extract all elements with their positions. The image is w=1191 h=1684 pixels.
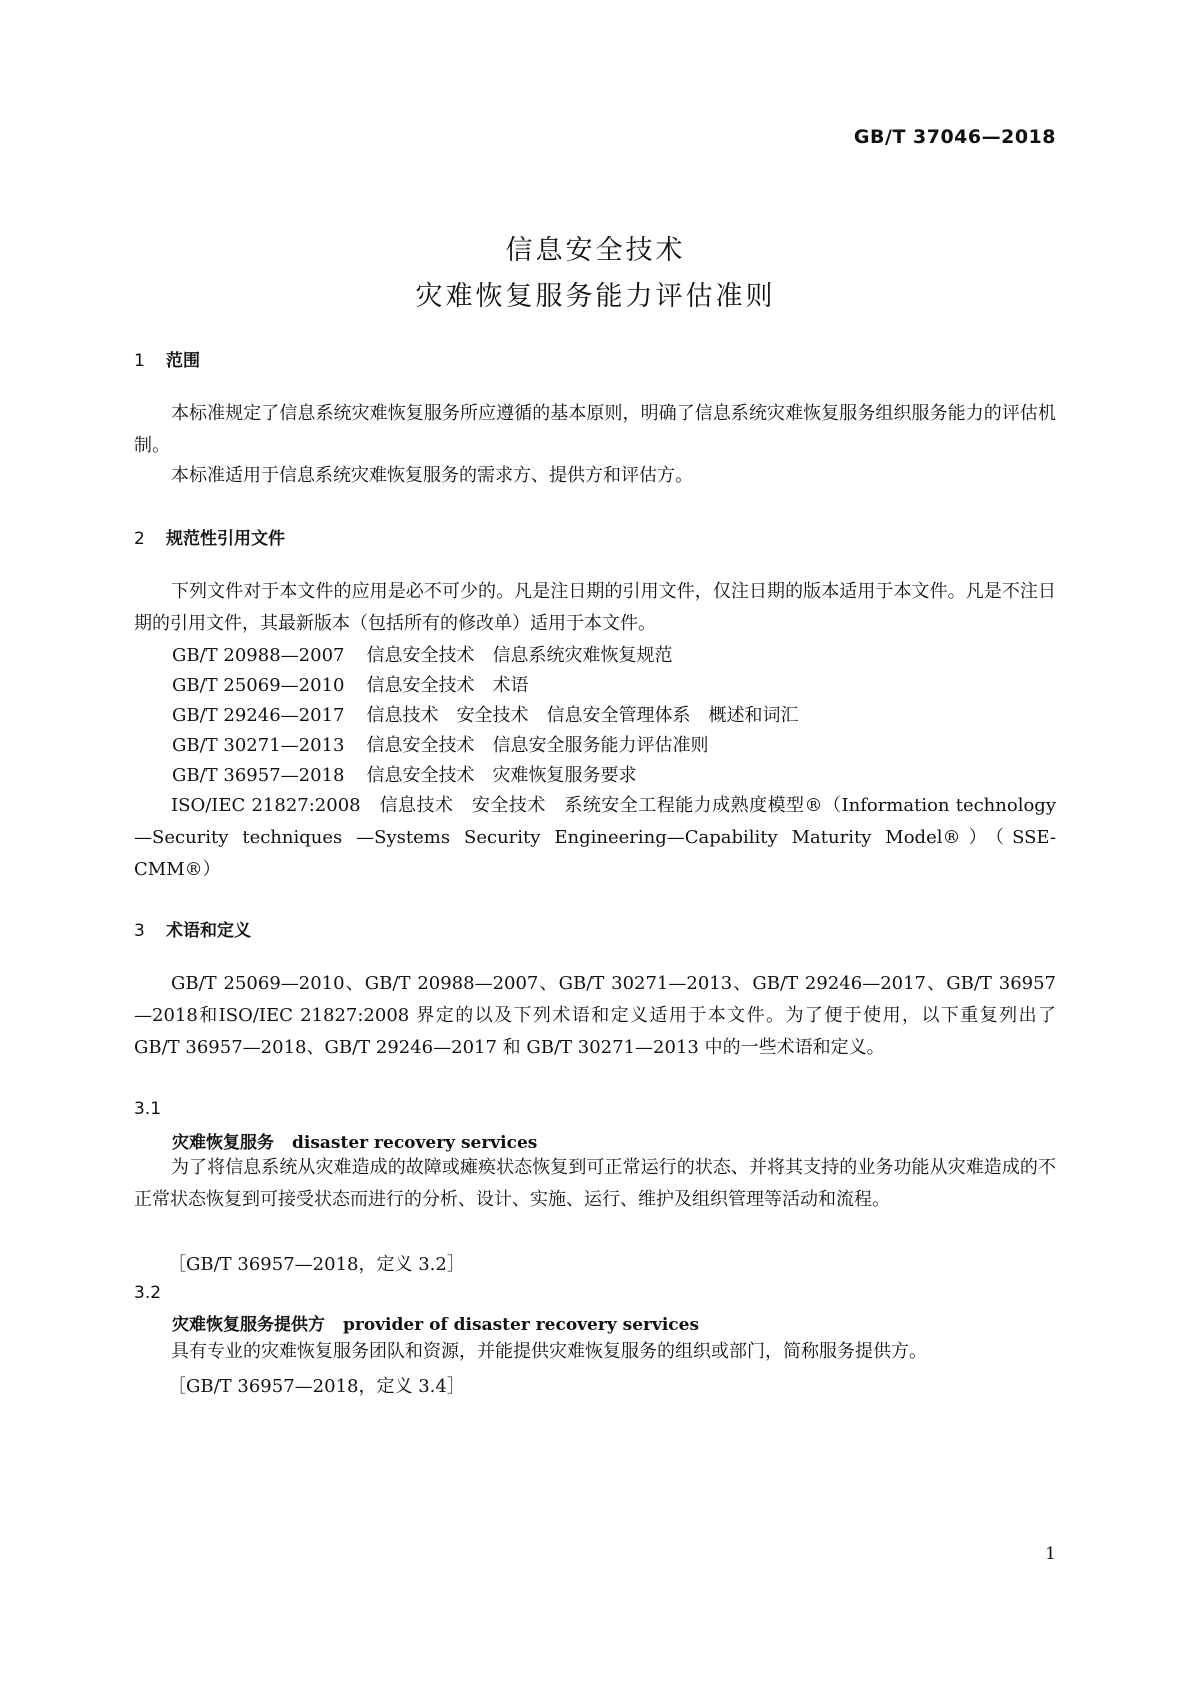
term-source: ［GB/T 36957—2018，定义 3.2］ bbox=[168, 1254, 465, 1275]
term-source: ［GB/T 36957—2018，定义 3.4］ bbox=[168, 1376, 465, 1397]
term-name-en: provider of disaster recovery services bbox=[343, 1315, 700, 1335]
reference-iso: ISO/IEC 21827:2008 信息技术 安全技术 系统安全工程能力成熟度模型®（Information technology—Security techniques —Systems Security Engineering—Capability Maturity Model®）（SSE-CMM®） bbox=[134, 795, 1056, 880]
section-title: 术语和定义 bbox=[166, 921, 251, 941]
reference-item bbox=[172, 700, 820, 732]
standard-number: GB/T 37046—2018 bbox=[853, 126, 1056, 148]
section-1-paragraph-1: 本标准规定了信息系统灾难恢复服务所应遵循的基本原则，明确了信息系统灾难恢复服务组织服务能力的评估机制。 bbox=[134, 403, 1056, 456]
term-definition: 具有专业的灾难恢复服务团队和资源，并能提供灾难恢复服务的组织或部门，简称服务提供方。 bbox=[171, 1341, 927, 1362]
document-title-line-2: 灾难恢复服务能力评估准则 bbox=[415, 281, 776, 312]
section-number: 3 bbox=[134, 921, 145, 941]
reference-code: GB/T 29246—2017 bbox=[172, 705, 345, 726]
section-2-heading bbox=[134, 524, 285, 549]
reference-code: GB/T 25069—2010 bbox=[172, 675, 345, 696]
term-name bbox=[172, 1310, 699, 1335]
reference-item bbox=[172, 670, 550, 702]
reference-item bbox=[172, 760, 658, 792]
reference-title: 信息安全技术 信息安全服务能力评估准则 bbox=[366, 735, 709, 756]
term-number: 3.2 bbox=[134, 1283, 162, 1303]
term-name bbox=[172, 1128, 537, 1153]
reference-code: GB/T 30271—2013 bbox=[172, 735, 345, 756]
reference-code: GB/T 20988—2007 bbox=[172, 645, 345, 666]
section-2-intro: 下列文件对于本文件的应用是必不可少的。凡是注日期的引用文件，仅注日期的版本适用于本文件。凡是不注日期的引用文件，其最新版本（包括所有的修改单）适用于本文件。 bbox=[134, 581, 1056, 634]
reference-title: 信息安全技术 术语 bbox=[366, 675, 529, 696]
document-title-line-1: 信息安全技术 bbox=[505, 235, 686, 266]
reference-title: 信息安全技术 信息系统灾难恢复规范 bbox=[366, 645, 673, 666]
section-3-heading bbox=[134, 916, 251, 941]
reference-item bbox=[172, 730, 730, 762]
reference-code: GB/T 36957—2018 bbox=[172, 765, 345, 786]
reference-title: 信息安全技术 灾难恢复服务要求 bbox=[366, 765, 637, 786]
section-1-paragraph-2: 本标准适用于信息系统灾难恢复服务的需求方、提供方和评估方。 bbox=[171, 465, 693, 486]
term-name-zh: 灾难恢复服务提供方 bbox=[172, 1315, 325, 1335]
reference-item bbox=[172, 640, 694, 672]
section-1-heading bbox=[134, 346, 200, 371]
term-name-zh: 灾难恢复服务 bbox=[172, 1133, 274, 1153]
page-number: 1 bbox=[1045, 1544, 1056, 1564]
reference-title: 信息技术 安全技术 信息安全管理体系 概述和词汇 bbox=[366, 705, 799, 726]
term-name-en: disaster recovery services bbox=[292, 1133, 538, 1153]
section-title: 规范性引用文件 bbox=[166, 529, 285, 549]
term-number: 3.1 bbox=[134, 1099, 162, 1119]
section-number: 1 bbox=[134, 351, 145, 371]
section-title: 范围 bbox=[166, 351, 200, 371]
section-3-intro: GB/T 25069—2010、GB/T 20988—2007、GB/T 30271—2013、GB/T 29246—2017、GB/T 36957—2018和ISO/IEC 21827:2008 界定的以及下列术语和定义适用于本文件。为了便于使用，以下重复列出了 GB/T 36957—2018、GB/T 29246—2017 和 GB/T 30271—2013 中的一些术语和定义。 bbox=[134, 973, 1056, 1058]
section-number: 2 bbox=[134, 529, 145, 549]
term-definition: 为了将信息系统从灾难造成的故障或瘫痪状态恢复到可正常运行的状态、并将其支持的业务功能从灾难造成的不正常状态恢复到可接受状态而进行的分析、设计、实施、运行、维护及组织管理等活动和流程。 bbox=[134, 1157, 1056, 1210]
